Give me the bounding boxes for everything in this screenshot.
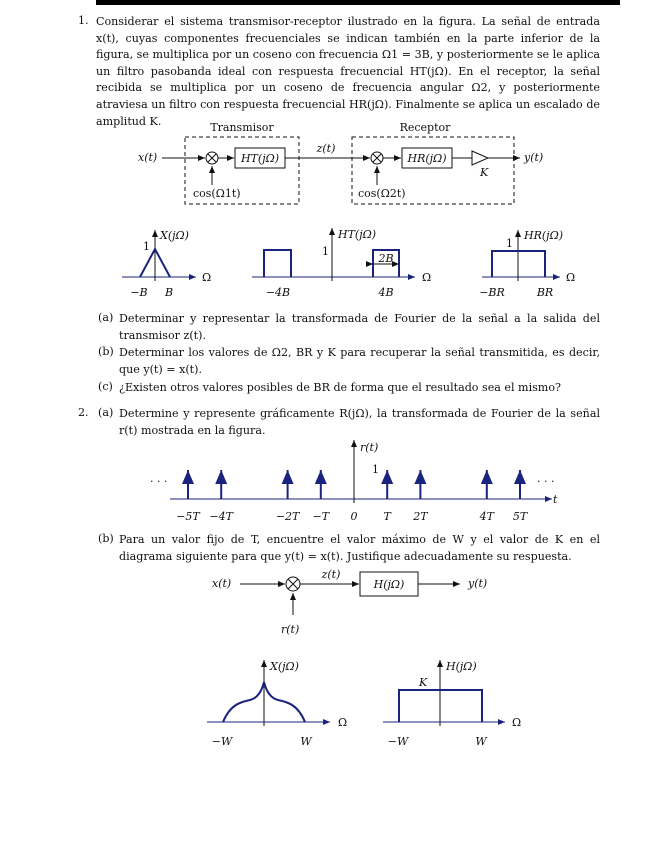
h-title: H(jΩ) xyxy=(446,660,477,673)
x-one: 1 xyxy=(143,240,150,253)
h-neg: −W xyxy=(387,735,409,748)
problem-1-number: 1. xyxy=(78,14,89,27)
impulse-train-plot xyxy=(150,440,558,523)
impulse-tick-label: 2T xyxy=(413,510,428,523)
ht-one: 1 xyxy=(322,245,329,258)
d2-input-label: x(t) xyxy=(212,577,232,590)
x-title: X(jΩ) xyxy=(160,229,189,242)
p1-c-label: (c) xyxy=(98,380,113,393)
x-axis: Ω xyxy=(202,271,212,284)
x-pos: B xyxy=(164,286,174,299)
impulse-tick-label: −5T xyxy=(176,510,200,523)
p2-a-text: Determine y represente gráficamente R(jΩ), la transformada de Fourier de la señal r(t) mostrada en la figura. xyxy=(119,407,600,437)
h-axis: Ω xyxy=(512,716,522,729)
ht-width: 2B xyxy=(378,252,394,265)
p1-b-label: (b) xyxy=(98,345,114,358)
impulse-one: 1 xyxy=(372,463,379,476)
p1-c-text: ¿Existen otros valores posibles de BR de forma que el resultado sea el mismo? xyxy=(119,381,561,394)
hr-one: 1 xyxy=(506,237,513,250)
ht-axis: Ω xyxy=(422,271,432,284)
ht-title: HT(jΩ) xyxy=(338,228,377,241)
hr-axis: Ω xyxy=(566,271,576,284)
impulse-title: r(t) xyxy=(360,441,379,454)
sampling-diagram xyxy=(212,568,487,636)
gain-label: K xyxy=(480,166,489,179)
problem-2-number: 2. xyxy=(78,406,89,419)
ht-neg: −4B xyxy=(265,286,291,299)
transmitter-receiver-diagram xyxy=(138,121,543,204)
gain-triangle xyxy=(472,151,488,165)
hr-pos: BR xyxy=(536,286,554,299)
impulse-tick-label: 0 xyxy=(350,510,358,523)
d2-mid-label: z(t) xyxy=(321,568,341,581)
x-spectrum-plot xyxy=(122,229,211,299)
ht-rect-neg xyxy=(264,250,291,277)
x2-spectrum-plot xyxy=(207,660,347,748)
x2-axis: Ω xyxy=(338,716,348,729)
ht-filter-label: HT(jΩ) xyxy=(240,152,280,165)
impulse-dots-right: · · · xyxy=(537,475,555,488)
impulse-dots-left: · · · xyxy=(150,475,168,488)
p2-b-label: (b) xyxy=(98,532,114,545)
ht-spectrum-plot xyxy=(252,228,431,299)
impulse-tick-label: 5T xyxy=(512,510,528,523)
hr-filter-label: HR(jΩ) xyxy=(407,152,447,165)
impulse-tick-label: −4T xyxy=(209,510,233,523)
x2-pos: W xyxy=(300,735,312,748)
x2-neg: −W xyxy=(211,735,233,748)
impulse-tick-label: −T xyxy=(312,510,330,523)
x2-title: X(jΩ) xyxy=(270,660,299,673)
ht-pos: 4B xyxy=(378,286,394,299)
cos2-label: cos(Ω2t) xyxy=(358,187,406,200)
h-pos: W xyxy=(475,735,487,748)
receiver-label: Receptor xyxy=(399,121,451,134)
input-label: x(t) xyxy=(138,151,158,164)
d2-filter-label: H(jΩ) xyxy=(373,578,405,591)
h-gain: K xyxy=(419,676,428,689)
hr-spectrum-plot xyxy=(479,229,575,299)
p1-b-text: Determinar los valores de Ω2, BR y K para recuperar la señal transmitida, es decir, que y(t) = x(t). xyxy=(119,346,600,376)
impulse-tick-label: 4T xyxy=(479,510,494,523)
impulse-axis: t xyxy=(553,493,558,506)
problem-1-text: Considerar el sistema transmisor-receptor ilustrado en la figura. La señal de entrada x(t), cuyas componentes frecuenciales se indican también en la parte inferior de la figura, se multiplica por un coseno con frecuencia Ω1 = 3B, y posteriormente se le aplica un filtro pasobanda ideal con respuesta frecuencial HT(jΩ). En el receptor, la señal recibida se multiplica por un coseno de frecuencia angular Ω2, y posteriormente atraviesa un filtro con respuesta frecuencial HR(jΩ). Finalmente se aplica un escalado de amplitud K. xyxy=(96,15,600,128)
hr-title: HR(jΩ) xyxy=(524,229,563,242)
x-neg: −B xyxy=(130,286,148,299)
impulse-tick-label: T xyxy=(383,510,391,523)
p1-a-text: Determinar y representar la transformada de Fourier de la señal a la salida del transmisor z(t). xyxy=(119,312,600,342)
hr-neg: −BR xyxy=(479,286,505,299)
p2-a-label: (a) xyxy=(98,406,114,419)
impulse-tick-label: −2T xyxy=(275,510,300,523)
output-label: y(t) xyxy=(524,151,544,164)
transmitter-label: Transmisor xyxy=(210,121,274,134)
d2-output-label: y(t) xyxy=(468,577,488,590)
channel-label: z(t) xyxy=(316,142,336,155)
p2-b-text: Para un valor fijo de T, encuentre el valor máximo de W y el valor de K en el diagrama siguiente para que y(t) = x(t). Justifique adecuadamente su respuesta. xyxy=(119,533,600,563)
h-spectrum-plot xyxy=(383,660,521,748)
cos1-label: cos(Ω1t) xyxy=(193,187,241,200)
p1-a-label: (a) xyxy=(98,311,114,324)
d2-mult-label: r(t) xyxy=(281,623,300,636)
